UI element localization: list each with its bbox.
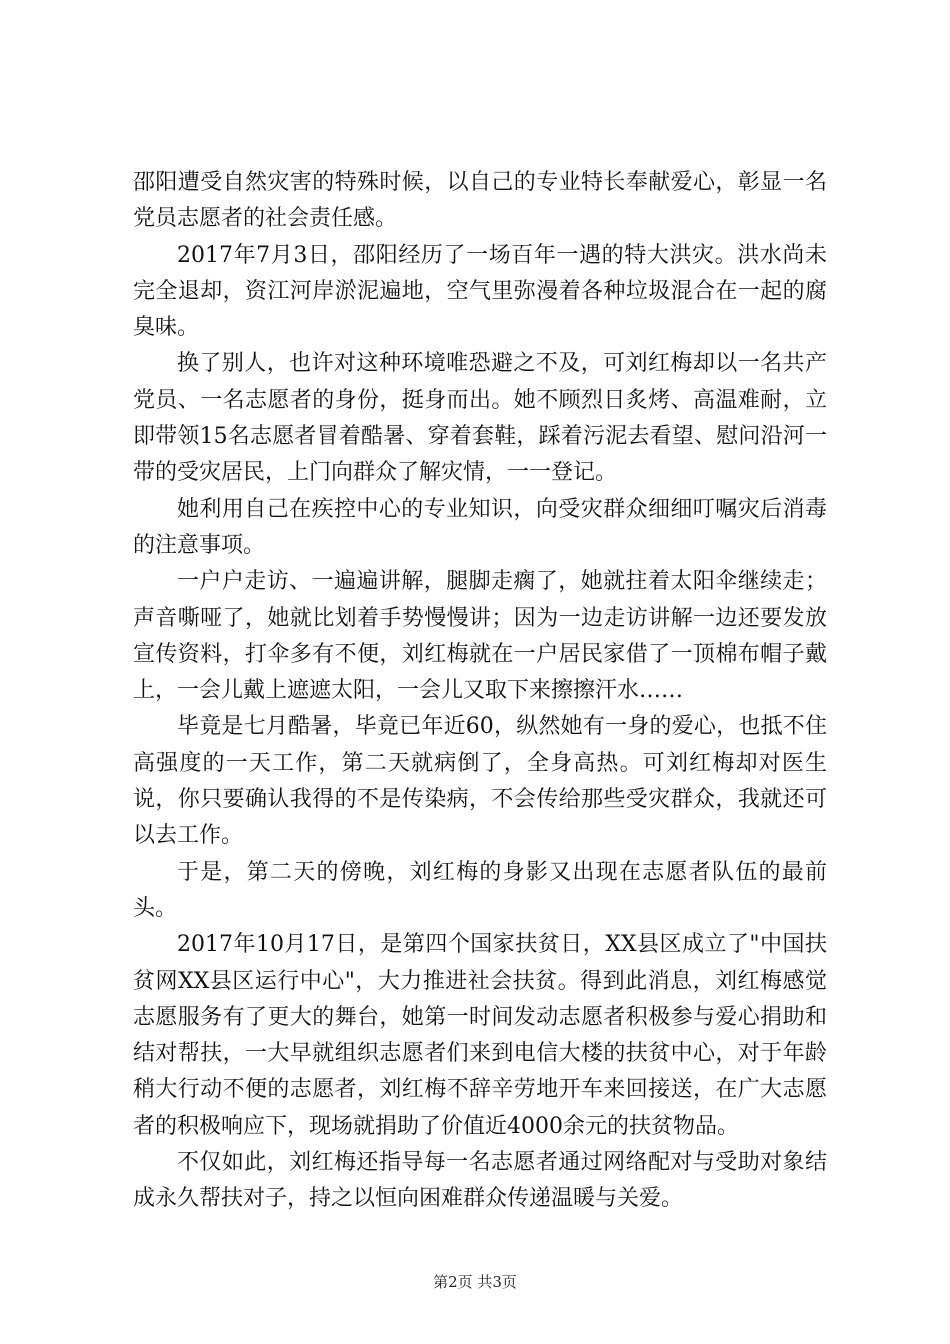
page-footer <box>0 1272 950 1292</box>
paragraph: 一户户走访、一遍遍讲解，腿脚走瘸了，她就拄着太阳伞继续走；声音嘶哑了，她就比划着手势慢慢讲；因为一边走访讲解一边还要发放宣传资料，打伞多有不便，刘红梅就在一户居民家借了一顶棉布帽子戴上，一会儿戴上遮遮太阳，一会儿又取下来擦擦汗水…… <box>133 569 827 704</box>
paragraph: 她利用自己在疾控中心的专业知识，向受灾群众细细叮嘱灾后消毒的注意事项。 <box>133 496 827 558</box>
paragraph: 2017年10月17日，是第四个国家扶贫日，XX县区成立了"中国扶贫网XX县区运行中心"，大力推进社会扶贫。得到此消息，刘红梅感觉志愿服务有了更大的舞台，她第一时间发动志愿者积极参与爱心捐助和结对帮扶，一大早就组织志愿者们来到电信大楼的扶贫中心，对于年龄稍大行动不便的志愿者，刘红梅不辞辛劳地开车来回接送，在广大志愿者的积极响应下，现场就捐助了价值近4000余元的扶贫物品。 <box>133 932 827 1139</box>
document-body <box>133 165 827 1218</box>
paragraph: 于是，第二天的傍晚，刘红梅的身影又出现在志愿者队伍的最前头。 <box>133 859 827 921</box>
paragraph: 毕竟是七月酷暑，毕竟已年近60，纵然她有一身的爱心，也抵不住高强度的一天工作，第二天就病倒了，全身高热。可刘红梅却对医生说，你只要确认我得的不是传染病，不会传给那些受灾群众，我就还可以去工作。 <box>133 714 827 849</box>
page-number: 第2页 共3页 <box>433 1273 517 1291</box>
paragraph: 换了别人，也许对这种环境唯恐避之不及，可刘红梅却以一名共产党员、一名志愿者的身份，挺身而出。她不顾烈日炙烤、高温难耐，立即带领15名志愿者冒着酷暑、穿着套鞋，踩着污泥去看望、慰问沿河一带的受灾居民，上门向群众了解灾情，一一登记。 <box>133 351 827 486</box>
paragraph: 2017年7月3日，邵阳经历了一场百年一遇的特大洪灾。洪水尚未完全退却，资江河岸淤泥遍地，空气里弥漫着各种垃圾混合在一起的腐臭味。 <box>133 242 827 341</box>
paragraph: 不仅如此，刘红梅还指导每一名志愿者通过网络配对与受助对象结成永久帮扶对子，持之以恒向困难群众传递温暖与关爱。 <box>133 1150 827 1212</box>
paragraph: 邵阳遭受自然灾害的特殊时候，以自己的专业特长奉献爱心，彰显一名党员志愿者的社会责任感。 <box>133 170 827 232</box>
